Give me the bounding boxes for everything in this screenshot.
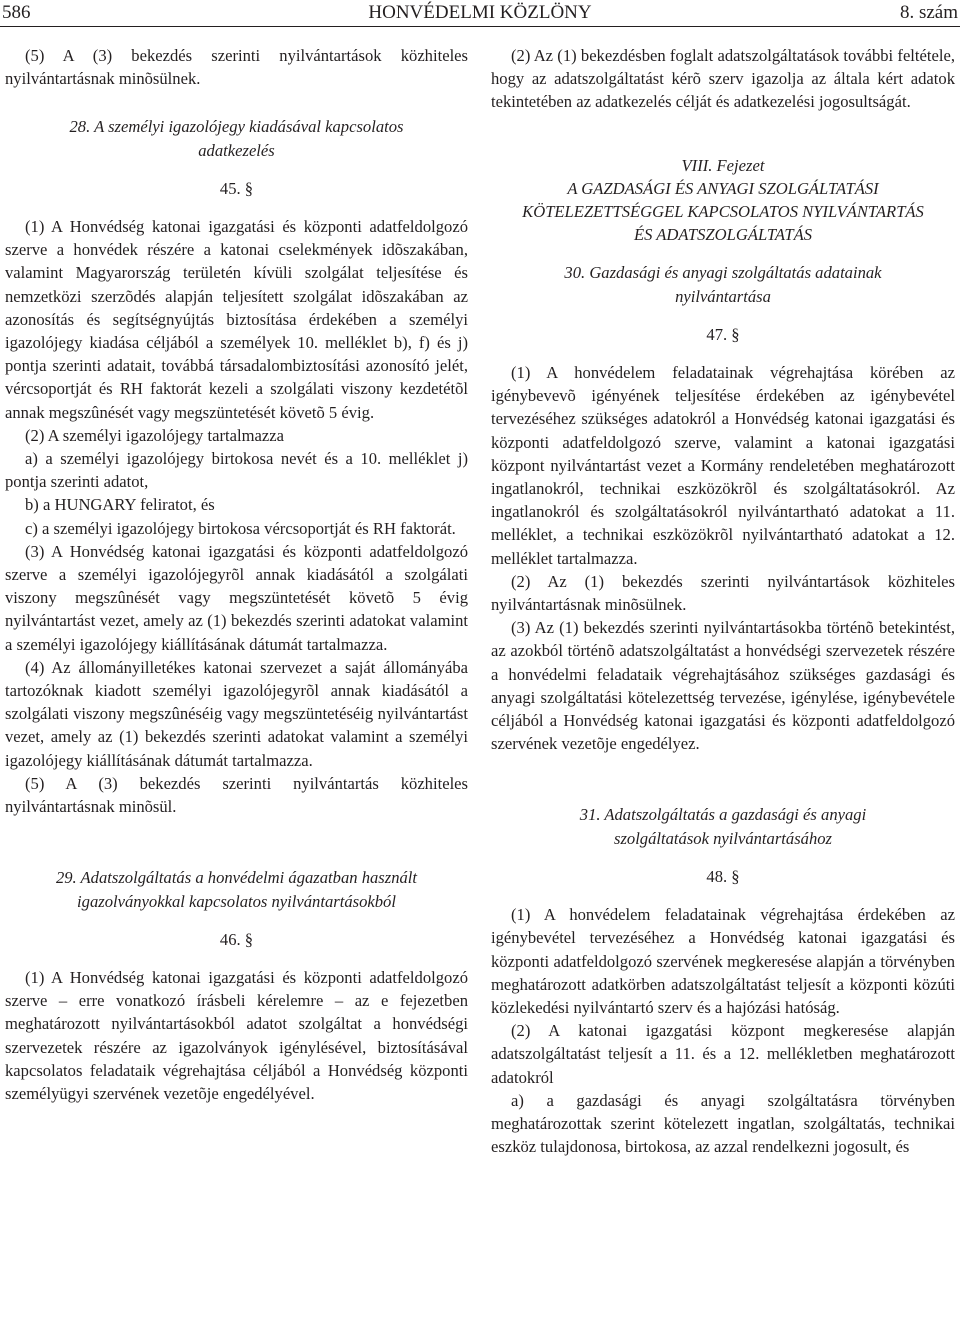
paragraph: (2) Az (1) bekezdésben foglalt adatszolgáltatások további feltétele, hogy az adatszolgáltatást kérõ szerv igazolja az általa kért adatok tekintetében az adatkezelés célját és adatkezelési jogosultságát.: [491, 46, 955, 112]
section-title-28: 28. A személyi igazolójegy kiadásával kapcsolatos adatkezelés: [69, 117, 404, 160]
right-column: [491, 44, 955, 1158]
paragraph: (4) Az állományilletékes katonai szervezet a saját állományába tartozóknak kiadott személyi igazolójegyrõl annak kiadásától a szolgálati viszony megszûnéséig vagy megszüntetéséig nyilvántartást vezet, amely az (1) bekezdés szerinti adatokat valamint a személyi igazolójegy kiállításának dátumát tartalmazza.: [5, 657, 468, 770]
list-item: b) a HUNGARY feliratot, és: [25, 495, 215, 515]
paragraph: (3) Az (1) bekezdés szerinti nyilvántartásokba történõ betekintést, az azokból történõ adatszolgáltatást a honvédségi szervezetek részére a honvédelmi feladataik végrehajtásához szükséges gazdasági és anyagi szolgáltatási kötelezettség tervezése, igénylése, igénybevétele céljából a Honvédség katonai igazgatási és központi adatfeldolgozó szervének vezetõje engedélyez.: [491, 618, 955, 754]
issue-number: 8. szám: [899, 2, 958, 23]
paragraph: (1) A Honvédség katonai igazgatási és központi adatfeldolgozó szerve – erre vonatkozó írásbeli kérelemre – az e fejezetben meghatározott nyilvántartásokból adatot szolgáltat a honvédségi szervezetek részére az igazolványok igénylésével, biztosításával kapcsolatos feladataik végrehajtása céljából a Honvédség központi személyügyi szervének vezetõje engedélyével.: [5, 967, 468, 1103]
paragraph-number-48: 48. §: [706, 866, 740, 886]
paragraph-number-45: 45. §: [219, 178, 254, 198]
paragraph: (3) A Honvédség katonai igazgatási és központi adatfeldolgozó szerve a személyi igazolójegyrõl annak kiadásától a szolgálati viszony megszûnését vagy megszüntetését követõ 5 évig nyilvántartást vezet, amely az (1) bekezdés szerinti adatokat valamint a személyi igazolójegy kiállításának dátumát tartalmazza.: [5, 541, 468, 654]
paragraph: (2) A katonai igazgatási központ megkeresése alapján adatszolgáltatást teljesít a 11. és a 12. mellékletben meghatározott adatokról: [491, 1021, 955, 1087]
journal-title: HONVÉDELMI KÖZLÖNY: [368, 2, 592, 23]
list-item: a) a gazdasági és anyagi szolgáltatásra törvényben meghatározottak szerint kötelezett ingatlan, szolgáltatás, technikai eszköz tulajdonosa, birtokosa, az azzal rendelkezni jogosult, és: [491, 1090, 955, 1157]
paragraph: (2) Az (1) bekezdés szerinti nyilvántartások közhiteles nyilvántartásnak minõsülnek.: [491, 571, 955, 615]
paragraph: (1) A honvédelem feladatainak végrehajtása körében az igénybevevõ igényének teljesítése érdekében az igénybevétel tervezéséhez szükséges adatokról a Honvédség katonai igazgatási és központi adatfeldolgozó szerve, valamint a katonai igazgatási központ nyilvántartást vezet a Kormány rendeletében meghatározott ingatlanokról, technikai eszközökrõl és szolgáltatásokról. Az ingatlanokról és szolgáltatásokról nyilvántartható adatokat a 11. melléklet, a technikai eszközökrõl nyilvántartható adatokat a 12. melléklet tartalmazza.: [491, 363, 955, 568]
list-item: c) a személyi igazolójegy birtokosa vércsoportját és RH faktorát.: [25, 518, 456, 538]
section-title-31: 31. Adatszolgáltatás a gazdasági és anyagi szolgáltatások nyilvántartásához: [579, 805, 867, 848]
left-column: [5, 44, 468, 1105]
section-title-29: 29. Adatszolgáltatás a honvédelmi ágazatban használt igazolványokkal kapcsolatos nyilvántartásokból: [55, 868, 418, 911]
paragraph: (5) A (3) bekezdés szerinti nyilvántartás közhiteles nyilvántartásnak minõsül.: [5, 773, 468, 817]
section-title-30: 30. Gazdasági és anyagi szolgáltatás adatainak nyilvántartása: [564, 263, 882, 306]
paragraph: (1) A Honvédség katonai igazgatási és központi adatfeldolgozó szerve a honvédek részére a katonai cselekmények idõszakában, valamint Magyarország területén kívüli szolgálat teljesítése és nemzetközi szerzõdés alapján teljesített szolgálat idõszakában az azonosítás és segítségnyújtás biztosítása érdekében a személyi igazolójegy kiadása céljából a személyek 10. melléklet b), f) és j) pontja szerinti adatait, továbbá társadalombiztosítási azonosító jelét, vércsoportját és RH faktorát kezeli a szolgálati viszony kezdetétõl annak megszûnését vagy megszüntetését követõ 5 évig.: [5, 217, 468, 422]
paragraph: (5) A (3) bekezdés szerinti nyilvántartások közhiteles nyilvántartásnak minõsülnek.: [5, 46, 468, 89]
chapter-number: VIII. Fejezet: [681, 155, 765, 175]
paragraph: (1) A honvédelem feladatainak végrehajtása érdekében az igénybevétel tervezéséhez a Honvédség katonai igazgatási és központi adatfeldolgozó szervének megkeresése alapján a törvényben meghatározott adatkörben adatszolgáltatást teljesít a központi közúti közlekedési nyilvántartó szerv és a hajózási hatóság.: [491, 905, 955, 1017]
page-number: 586: [2, 2, 31, 23]
paragraph-number-46: 46. §: [219, 929, 254, 949]
paragraph-number-47: 47. §: [706, 324, 740, 344]
running-header: [0, 0, 960, 27]
chapter-title: A GAZDASÁGI ÉS ANYAGI SZOLGÁLTATÁSI KÖTELEZETTSÉGGEL KAPCSOLATOS NYILVÁNTARTÁS ÉS ADATSZOLGÁLTATÁS: [522, 178, 924, 245]
list-item: a) a személyi igazolójegy birtokosa nevét és a 10. melléklet j) pontja szerinti adatot,: [5, 449, 468, 492]
paragraph: (2) A személyi igazolójegy tartalmazza: [25, 425, 284, 445]
